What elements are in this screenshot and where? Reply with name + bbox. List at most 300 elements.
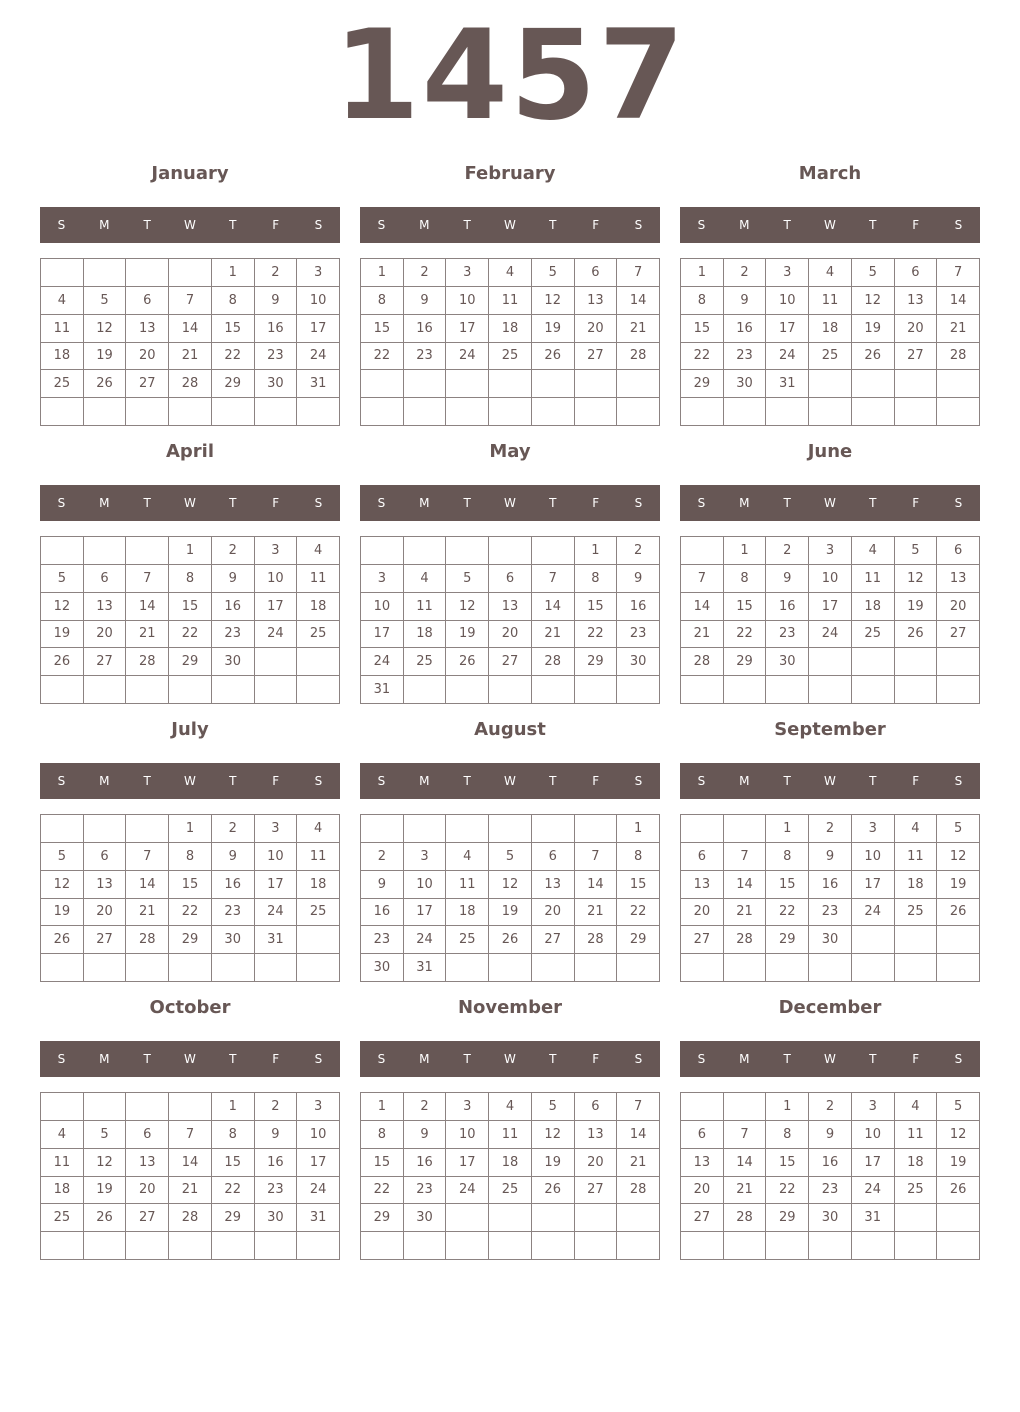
empty-day-cell	[169, 676, 212, 704]
day-cell: 8	[361, 287, 404, 315]
weekday-label: S	[697, 774, 706, 788]
day-cell: 7	[617, 1093, 660, 1121]
day-cell: 19	[41, 899, 84, 927]
day-cell: 13	[84, 593, 127, 621]
day-cell: 14	[575, 871, 618, 899]
day-cell: 7	[169, 287, 212, 315]
day-grid	[360, 814, 660, 982]
day-cell: 13	[575, 1121, 618, 1149]
day-cell: 13	[126, 1149, 169, 1177]
day-cell: 23	[212, 899, 255, 927]
day-cell: 27	[575, 1177, 618, 1205]
day-cell: 12	[895, 565, 938, 593]
day-cell: 6	[575, 1093, 618, 1121]
day-cell: 25	[852, 621, 895, 649]
day-cell: 1	[169, 815, 212, 843]
day-cell: 30	[809, 1204, 852, 1232]
day-cell: 5	[937, 1093, 980, 1121]
day-cell: 30	[212, 648, 255, 676]
day-cell: 2	[809, 1093, 852, 1121]
empty-day-cell	[41, 398, 84, 426]
weekday-label: F	[912, 1052, 920, 1066]
weekday-label: S	[314, 218, 323, 232]
day-cell: 4	[446, 843, 489, 871]
day-cell: 14	[126, 593, 169, 621]
day-cell: 1	[681, 259, 724, 287]
day-cell: 8	[169, 565, 212, 593]
weekday-label: W	[504, 218, 516, 232]
empty-day-cell	[297, 676, 340, 704]
day-cell: 26	[84, 370, 127, 398]
day-cell: 3	[446, 1093, 489, 1121]
day-cell: 21	[937, 315, 980, 343]
weekday-header	[40, 485, 340, 521]
weekday-label: S	[954, 496, 963, 510]
empty-day-cell	[724, 1093, 767, 1121]
day-cell: 8	[361, 1121, 404, 1149]
day-cell: 13	[126, 315, 169, 343]
day-cell: 20	[937, 593, 980, 621]
day-cell: 3	[852, 815, 895, 843]
empty-day-cell	[489, 370, 532, 398]
empty-day-cell	[126, 954, 169, 982]
weekday-label: T	[143, 496, 151, 510]
day-cell: 14	[126, 871, 169, 899]
empty-day-cell	[297, 398, 340, 426]
empty-day-cell	[361, 370, 404, 398]
day-cell: 15	[681, 315, 724, 343]
day-cell: 16	[809, 871, 852, 899]
day-cell: 21	[532, 621, 575, 649]
day-cell: 2	[361, 843, 404, 871]
day-cell: 6	[84, 565, 127, 593]
day-cell: 15	[361, 315, 404, 343]
month-november	[360, 996, 660, 1266]
day-cell: 4	[41, 1121, 84, 1149]
empty-day-cell	[126, 259, 169, 287]
day-cell: 3	[766, 259, 809, 287]
weekday-label: S	[314, 496, 323, 510]
day-cell: 19	[895, 593, 938, 621]
empty-day-cell	[361, 815, 404, 843]
day-cell: 3	[255, 537, 298, 565]
empty-day-cell	[852, 926, 895, 954]
weekday-label: S	[57, 496, 66, 510]
empty-day-cell	[84, 815, 127, 843]
day-cell: 10	[446, 1121, 489, 1149]
weekday-label: M	[99, 496, 110, 510]
empty-day-cell	[404, 398, 447, 426]
weekday-label: W	[824, 496, 836, 510]
day-cell: 3	[255, 815, 298, 843]
day-cell: 21	[724, 1177, 767, 1205]
empty-day-cell	[404, 815, 447, 843]
day-cell: 31	[297, 370, 340, 398]
day-cell: 4	[297, 537, 340, 565]
day-cell: 4	[41, 287, 84, 315]
day-cell: 30	[724, 370, 767, 398]
day-cell: 27	[895, 343, 938, 371]
day-cell: 15	[766, 1149, 809, 1177]
empty-day-cell	[532, 398, 575, 426]
month-april	[40, 440, 340, 710]
empty-day-cell	[681, 537, 724, 565]
day-cell: 1	[361, 259, 404, 287]
empty-day-cell	[297, 954, 340, 982]
day-cell: 15	[617, 871, 660, 899]
weekday-header	[360, 1041, 660, 1077]
weekday-label: F	[272, 496, 280, 510]
day-cell: 1	[212, 259, 255, 287]
day-cell: 9	[212, 565, 255, 593]
empty-day-cell	[361, 1232, 404, 1260]
day-cell: 27	[681, 1204, 724, 1232]
day-cell: 4	[895, 815, 938, 843]
day-cell: 27	[681, 926, 724, 954]
day-cell: 30	[809, 926, 852, 954]
day-cell: 31	[297, 1204, 340, 1232]
day-cell: 20	[84, 621, 127, 649]
day-cell: 23	[766, 621, 809, 649]
weekday-label: T	[143, 218, 151, 232]
day-cell: 6	[937, 537, 980, 565]
day-cell: 16	[212, 871, 255, 899]
weekday-header	[680, 207, 980, 243]
empty-day-cell	[446, 1232, 489, 1260]
weekday-label: T	[229, 218, 237, 232]
empty-day-cell	[532, 954, 575, 982]
empty-day-cell	[852, 954, 895, 982]
day-cell: 20	[489, 621, 532, 649]
month-title: March	[798, 163, 862, 184]
day-grid	[680, 814, 980, 982]
day-cell: 13	[575, 287, 618, 315]
empty-day-cell	[532, 815, 575, 843]
day-cell: 17	[852, 1149, 895, 1177]
day-cell: 7	[724, 843, 767, 871]
month-title: April	[165, 441, 215, 462]
day-cell: 12	[41, 871, 84, 899]
weekday-label: F	[912, 218, 920, 232]
weekday-label: T	[869, 496, 877, 510]
empty-day-cell	[126, 398, 169, 426]
empty-day-cell	[126, 815, 169, 843]
empty-day-cell	[575, 1204, 618, 1232]
day-cell: 18	[895, 871, 938, 899]
month-title: July	[171, 719, 209, 740]
day-cell: 21	[724, 899, 767, 927]
day-cell: 31	[766, 370, 809, 398]
day-cell: 22	[681, 343, 724, 371]
day-cell: 7	[937, 259, 980, 287]
day-cell: 19	[489, 899, 532, 927]
day-cell: 24	[255, 899, 298, 927]
day-cell: 20	[532, 899, 575, 927]
day-cell: 3	[446, 259, 489, 287]
day-cell: 1	[212, 1093, 255, 1121]
day-cell: 6	[126, 287, 169, 315]
day-cell: 21	[681, 621, 724, 649]
day-cell: 17	[255, 593, 298, 621]
day-cell: 30	[255, 370, 298, 398]
day-cell: 14	[937, 287, 980, 315]
day-cell: 22	[361, 343, 404, 371]
empty-day-cell	[895, 1204, 938, 1232]
empty-day-cell	[126, 676, 169, 704]
empty-day-cell	[852, 1232, 895, 1260]
day-cell: 9	[255, 1121, 298, 1149]
day-cell: 9	[361, 871, 404, 899]
day-cell: 12	[532, 287, 575, 315]
empty-day-cell	[84, 259, 127, 287]
day-cell: 7	[617, 259, 660, 287]
weekday-label: T	[463, 496, 471, 510]
day-cell: 22	[766, 899, 809, 927]
day-cell: 17	[255, 871, 298, 899]
day-cell: 6	[489, 565, 532, 593]
day-cell: 18	[895, 1149, 938, 1177]
day-cell: 5	[41, 843, 84, 871]
day-grid	[40, 814, 340, 982]
weekday-label: T	[549, 1052, 557, 1066]
empty-day-cell	[532, 537, 575, 565]
month-august	[360, 718, 660, 988]
day-cell: 4	[489, 1093, 532, 1121]
month-title: January	[151, 163, 229, 184]
day-cell: 24	[404, 926, 447, 954]
day-cell: 28	[532, 648, 575, 676]
day-cell: 7	[169, 1121, 212, 1149]
weekday-label: S	[377, 1052, 386, 1066]
empty-day-cell	[297, 648, 340, 676]
weekday-label: F	[592, 1052, 600, 1066]
weekday-label: T	[549, 496, 557, 510]
weekday-label: T	[869, 218, 877, 232]
day-cell: 7	[724, 1121, 767, 1149]
day-cell: 24	[852, 1177, 895, 1205]
day-cell: 7	[532, 565, 575, 593]
day-cell: 20	[84, 899, 127, 927]
empty-day-cell	[724, 676, 767, 704]
day-cell: 27	[84, 648, 127, 676]
empty-day-cell	[84, 537, 127, 565]
day-cell: 11	[41, 1149, 84, 1177]
weekday-label: M	[99, 1052, 110, 1066]
empty-day-cell	[681, 1093, 724, 1121]
month-title: August	[474, 719, 546, 740]
day-cell: 18	[852, 593, 895, 621]
day-cell: 12	[489, 871, 532, 899]
day-cell: 11	[852, 565, 895, 593]
weekday-label: T	[869, 1052, 877, 1066]
day-grid	[680, 258, 980, 426]
day-cell: 18	[297, 871, 340, 899]
empty-day-cell	[809, 676, 852, 704]
empty-day-cell	[681, 954, 724, 982]
weekday-label: W	[504, 1052, 516, 1066]
day-cell: 15	[575, 593, 618, 621]
day-cell: 17	[852, 871, 895, 899]
day-cell: 11	[297, 565, 340, 593]
day-cell: 30	[404, 1204, 447, 1232]
weekday-label: S	[57, 774, 66, 788]
empty-day-cell	[681, 815, 724, 843]
weekday-label: M	[739, 218, 750, 232]
empty-day-cell	[446, 537, 489, 565]
day-cell: 16	[404, 315, 447, 343]
day-cell: 15	[169, 871, 212, 899]
day-cell: 26	[41, 926, 84, 954]
day-cell: 31	[404, 954, 447, 982]
empty-day-cell	[126, 537, 169, 565]
weekday-label: T	[549, 218, 557, 232]
day-cell: 22	[617, 899, 660, 927]
day-cell: 6	[681, 843, 724, 871]
day-cell: 3	[297, 1093, 340, 1121]
day-cell: 4	[297, 815, 340, 843]
day-cell: 27	[532, 926, 575, 954]
day-cell: 19	[937, 871, 980, 899]
day-cell: 25	[809, 343, 852, 371]
weekday-label: S	[954, 218, 963, 232]
empty-day-cell	[532, 1204, 575, 1232]
empty-day-cell	[809, 398, 852, 426]
day-cell: 8	[681, 287, 724, 315]
day-cell: 10	[297, 287, 340, 315]
weekday-label: M	[739, 774, 750, 788]
empty-day-cell	[41, 954, 84, 982]
day-cell: 18	[489, 1149, 532, 1177]
empty-day-cell	[361, 537, 404, 565]
day-cell: 5	[489, 843, 532, 871]
weekday-header	[40, 207, 340, 243]
day-cell: 20	[681, 899, 724, 927]
day-cell: 2	[766, 537, 809, 565]
day-cell: 15	[212, 1149, 255, 1177]
weekday-header	[40, 763, 340, 799]
day-cell: 8	[617, 843, 660, 871]
day-cell: 10	[446, 287, 489, 315]
empty-day-cell	[681, 398, 724, 426]
day-cell: 4	[895, 1093, 938, 1121]
day-cell: 29	[361, 1204, 404, 1232]
day-cell: 6	[532, 843, 575, 871]
day-cell: 26	[937, 899, 980, 927]
empty-day-cell	[809, 954, 852, 982]
day-cell: 6	[681, 1121, 724, 1149]
day-cell: 3	[852, 1093, 895, 1121]
empty-day-cell	[446, 398, 489, 426]
day-cell: 27	[126, 1204, 169, 1232]
weekday-label: F	[912, 774, 920, 788]
weekday-label: T	[463, 218, 471, 232]
month-title: November	[457, 997, 563, 1018]
empty-day-cell	[446, 1204, 489, 1232]
weekday-label: S	[377, 496, 386, 510]
day-cell: 26	[532, 343, 575, 371]
day-cell: 3	[404, 843, 447, 871]
empty-day-cell	[446, 954, 489, 982]
weekday-label: T	[229, 496, 237, 510]
day-cell: 10	[255, 565, 298, 593]
day-cell: 26	[937, 1177, 980, 1205]
day-cell: 6	[895, 259, 938, 287]
day-cell: 27	[489, 648, 532, 676]
month-june	[680, 440, 980, 710]
day-cell: 23	[724, 343, 767, 371]
day-cell: 20	[575, 1149, 618, 1177]
weekday-label: T	[463, 774, 471, 788]
day-cell: 29	[169, 926, 212, 954]
day-cell: 2	[809, 815, 852, 843]
weekday-label: F	[592, 774, 600, 788]
day-cell: 28	[617, 1177, 660, 1205]
day-cell: 1	[724, 537, 767, 565]
weekday-label: T	[549, 774, 557, 788]
weekday-label: S	[377, 218, 386, 232]
day-cell: 16	[724, 315, 767, 343]
day-grid	[680, 1092, 980, 1260]
day-cell: 11	[489, 1121, 532, 1149]
weekday-label: M	[419, 774, 430, 788]
day-cell: 9	[724, 287, 767, 315]
day-cell: 15	[212, 315, 255, 343]
empty-day-cell	[766, 1232, 809, 1260]
empty-day-cell	[41, 1093, 84, 1121]
day-cell: 20	[575, 315, 618, 343]
empty-day-cell	[937, 370, 980, 398]
day-cell: 5	[446, 565, 489, 593]
day-cell: 8	[212, 287, 255, 315]
empty-day-cell	[617, 954, 660, 982]
empty-day-cell	[404, 370, 447, 398]
empty-day-cell	[255, 676, 298, 704]
day-cell: 11	[41, 315, 84, 343]
month-may	[360, 440, 660, 710]
weekday-label: S	[314, 1052, 323, 1066]
weekday-label: F	[912, 496, 920, 510]
day-cell: 17	[446, 1149, 489, 1177]
empty-day-cell	[489, 954, 532, 982]
day-cell: 23	[255, 1177, 298, 1205]
empty-day-cell	[895, 676, 938, 704]
weekday-label: T	[229, 1052, 237, 1066]
weekday-label: W	[184, 218, 196, 232]
day-cell: 7	[681, 565, 724, 593]
day-cell: 8	[766, 1121, 809, 1149]
day-cell: 25	[404, 648, 447, 676]
day-cell: 4	[404, 565, 447, 593]
day-cell: 11	[446, 871, 489, 899]
empty-day-cell	[724, 815, 767, 843]
empty-day-cell	[724, 954, 767, 982]
day-cell: 8	[724, 565, 767, 593]
weekday-header	[360, 485, 660, 521]
day-cell: 26	[84, 1204, 127, 1232]
day-cell: 24	[297, 343, 340, 371]
day-cell: 1	[361, 1093, 404, 1121]
empty-day-cell	[446, 370, 489, 398]
day-cell: 31	[852, 1204, 895, 1232]
empty-day-cell	[575, 1232, 618, 1260]
day-cell: 19	[446, 621, 489, 649]
weekday-label: F	[272, 774, 280, 788]
day-cell: 20	[126, 343, 169, 371]
day-cell: 21	[126, 899, 169, 927]
day-cell: 30	[255, 1204, 298, 1232]
day-cell: 4	[809, 259, 852, 287]
weekday-label: M	[739, 496, 750, 510]
